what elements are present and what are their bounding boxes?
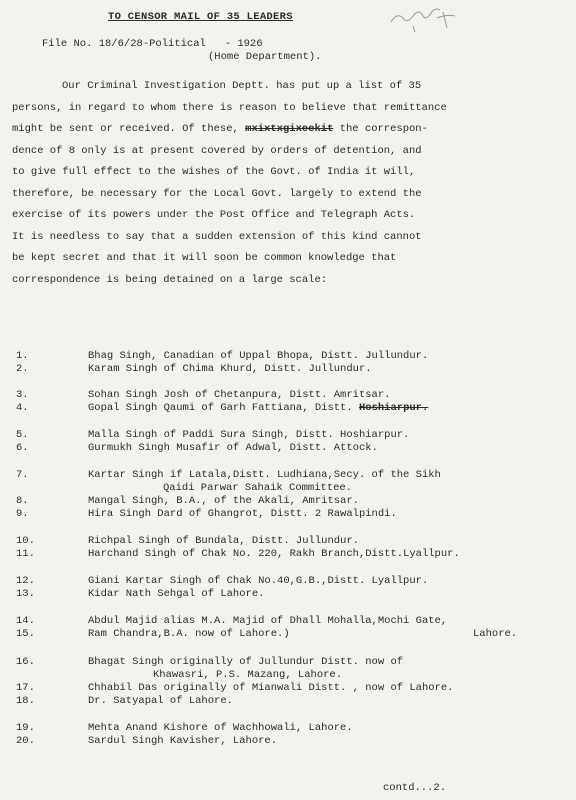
list-number: 5. <box>16 429 29 441</box>
list-number: 4. <box>16 402 29 414</box>
list-number: 19. <box>16 722 35 734</box>
list-number: 14. <box>16 615 35 627</box>
body-line: to give full effect to the wishes of the Govt. of India it will, <box>12 166 416 178</box>
body-line: Our Criminal Investigation Deptt. has put up a list of 35 <box>62 80 422 92</box>
body-line: persons, in regard to whom there is reason to believe that remittance <box>12 101 447 114</box>
body-line: therefore, be necessary for the Local Govt. largely to extend the <box>12 187 422 200</box>
list-item: Hira Singh Dard of Ghangrot, Distt. 2 Rawalpindi. <box>88 508 397 520</box>
body-line: exercise of its powers under the Post Office and Telegraph Acts. <box>12 209 416 221</box>
list-item: Karam Singh of Chima Khurd, Distt. Jullundur. <box>88 363 372 375</box>
list-item-continuation: Qaidi Parwar Sahaik Committee. <box>163 482 353 494</box>
list-number: 13. <box>16 588 35 600</box>
list-item: Dr. Satyapal of Lahore. <box>88 695 233 707</box>
list-number: 16. <box>16 656 35 668</box>
file-number: File No. 18/6/28-Political - 1926 <box>42 38 263 50</box>
continued-marker: contd...2. <box>383 782 447 794</box>
list-number: 18. <box>16 695 35 707</box>
struck-text: mxixtxgixeekit <box>245 123 334 135</box>
list-item: Ram Chandra,B.A. now of Lahore.) <box>88 628 290 640</box>
list-number: 3. <box>16 389 29 401</box>
struck-text: Hoshiarpur. <box>358 402 429 414</box>
body-line <box>12 119 572 141</box>
list-item: Chhabil Das originally of Mianwali Distt. , now of Lahore. <box>88 682 454 694</box>
list-item: Bhagat Singh originally of Jullundur Distt. now of <box>88 656 404 668</box>
list-item: Giani Kartar Singh of Chak No.40,G.B.,Distt. Lyallpur. <box>88 575 429 587</box>
list-item: Malla Singh of Paddi Sura Singh, Distt. Hoshiarpur. <box>88 429 410 441</box>
list-number: 17. <box>16 682 35 694</box>
list-item: Sardul Singh Kavisher, Lahore. <box>88 735 278 747</box>
list-number: 1. <box>16 350 29 362</box>
body-line-text: the correspon- <box>339 123 428 135</box>
department: (Home Department). <box>208 51 322 63</box>
list-item-text: Gopal Singh Qaumi of Garh Fattiana, Distt. <box>88 402 353 414</box>
list-number: 15. <box>16 628 35 640</box>
list-item: Bhag Singh, Canadian of Uppal Bhopa, Distt. Jullundur. <box>88 350 429 362</box>
list-number: 6. <box>16 442 29 454</box>
list-item: Mangal Singh, B.A., of the Akali, Amritsar. <box>88 495 359 507</box>
handwritten-signature <box>385 4 465 34</box>
list-item: Sohan Singh Josh of Chetanpura, Distt. Amritsar. <box>88 389 391 401</box>
list-item: Richpal Singh of Bundala, Distt. Jullundur. <box>88 535 359 547</box>
list-number: 7. <box>16 469 29 481</box>
list-number: 9. <box>16 508 29 520</box>
document-title: TO CENSOR MAIL OF 35 LEADERS <box>108 11 293 23</box>
list-item-continuation: Khawasri, P.S. Mazang, Lahore. <box>153 669 343 681</box>
list-number: 20. <box>16 735 35 747</box>
list-item: Gurmukh Singh Musafir of Adwal, Distt. Attock. <box>88 442 378 454</box>
list-item-continuation: Lahore. <box>473 628 518 640</box>
body-line: be kept secret and that it will soon be common knowledge that <box>12 252 397 264</box>
list-item: Harchand Singh of Chak No. 220, Rakh Branch,Distt.Lyallpur. <box>88 548 460 560</box>
body-line: correspondence is being detained on a large scale: <box>12 273 328 286</box>
list-number: 11. <box>16 548 35 560</box>
body-paragraph <box>12 76 572 291</box>
list-item: Kidar Nath Sehgal of Lahore. <box>88 588 265 600</box>
list-item <box>88 402 428 414</box>
list-item: Kartar Singh if Latala,Distt. Ludhiana,Secy. of the Sikh <box>88 469 441 481</box>
body-line: dence of 8 only is at present covered by orders of detention, and <box>12 144 422 157</box>
list-number: 2. <box>16 363 29 375</box>
list-number: 10. <box>16 535 35 547</box>
list-number: 12. <box>16 575 35 587</box>
body-line-text: might be sent or received. Of these, <box>12 123 239 135</box>
list-item: Mehta Anand Kishore of Wachhowali, Lahore. <box>88 722 353 734</box>
body-line: It is needless to say that a sudden extension of this kind cannot <box>12 230 422 243</box>
list-number: 8. <box>16 495 29 507</box>
list-item: Abdul Majid alias M.A. Majid of Dhall Mohalla,Mochi Gate, <box>88 615 448 627</box>
